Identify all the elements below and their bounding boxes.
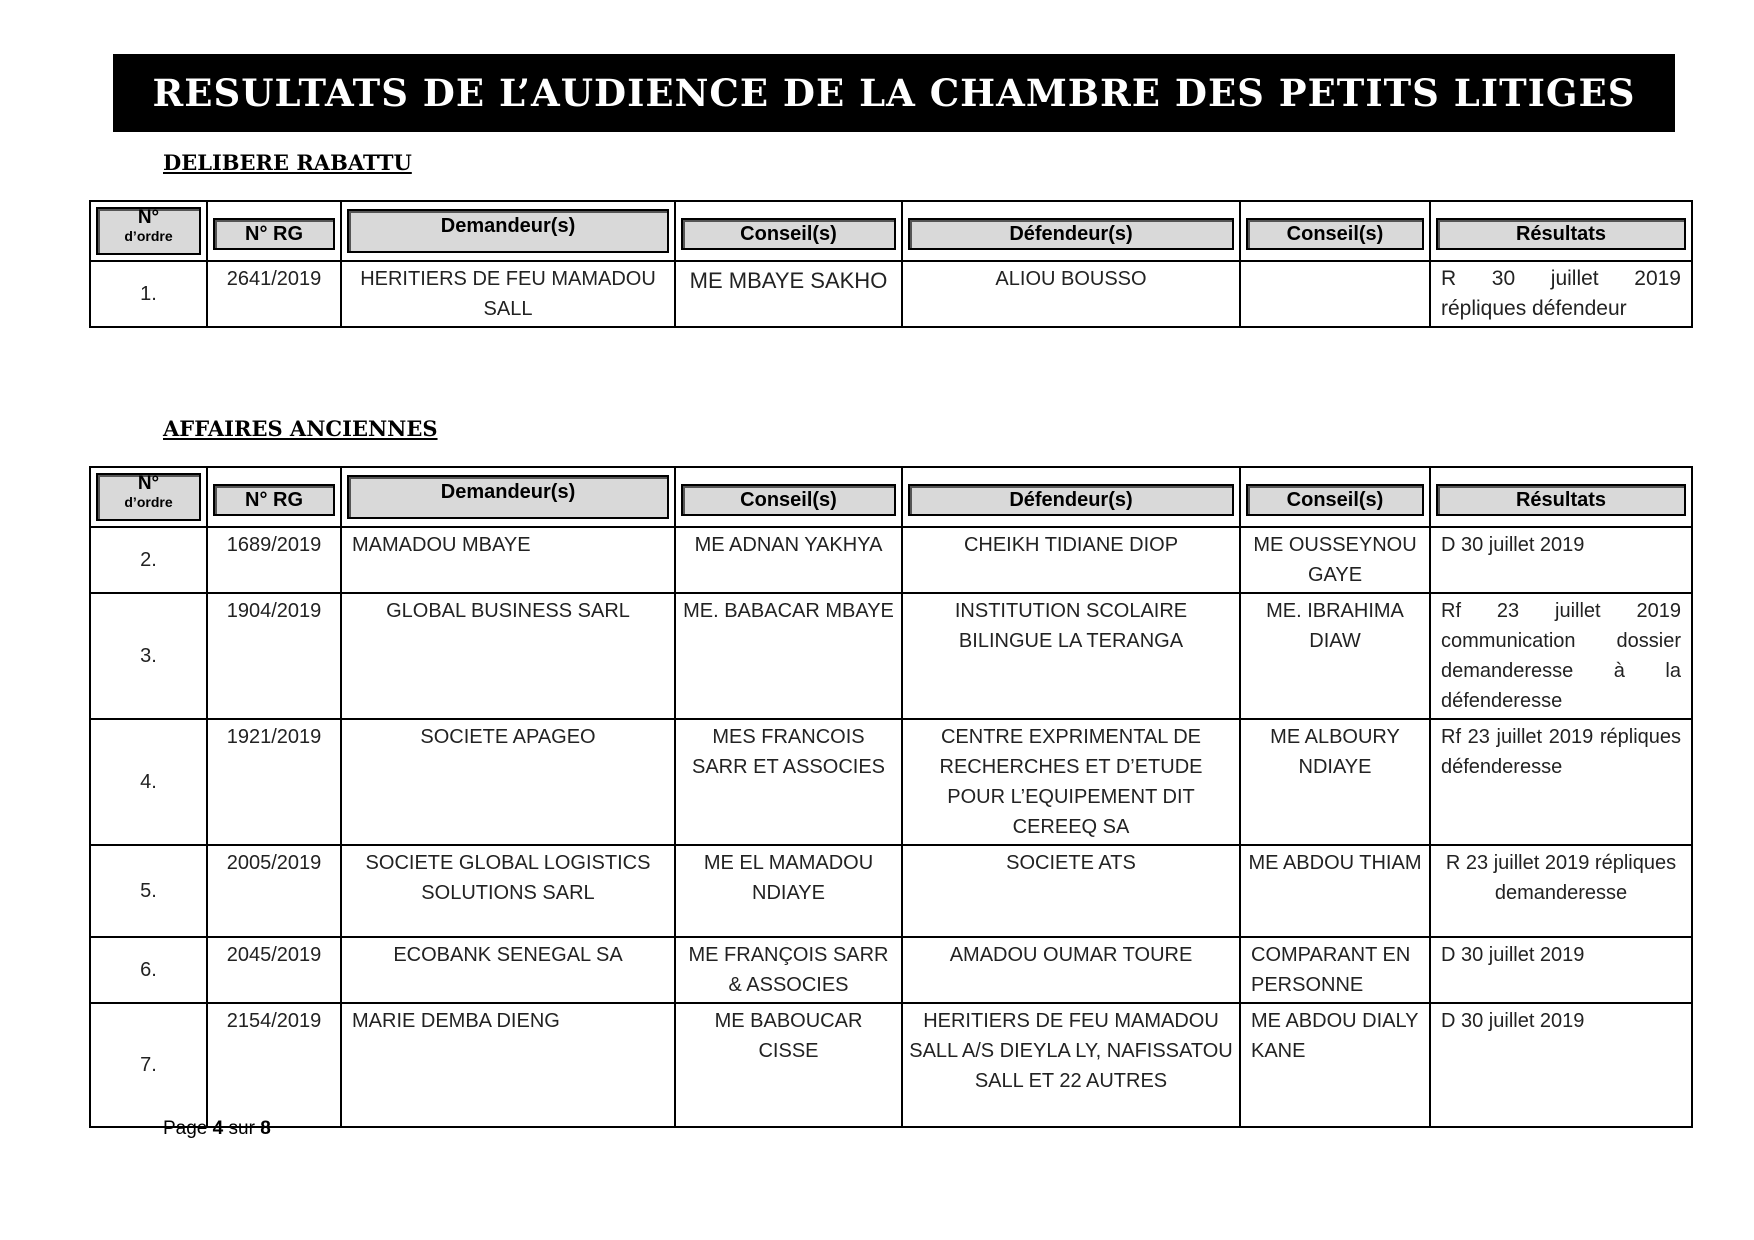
cell-demandeur: SOCIETE APAGEO bbox=[341, 719, 675, 845]
cell-rg: 1904/2019 bbox=[207, 593, 341, 719]
cell-conseil-defendeur bbox=[1240, 261, 1430, 327]
delibere-rabattu-table bbox=[89, 200, 1693, 328]
cell-ordre: 3. bbox=[90, 593, 207, 719]
cell-resultats: R 30 juillet 2019 répliques défendeur bbox=[1430, 261, 1692, 327]
cell-resultats: D 30 juillet 2019 bbox=[1430, 937, 1692, 1003]
cell-conseil-demandeur: ME MBAYE SAKHO bbox=[675, 261, 902, 327]
cell-conseil-defendeur: ME OUSSEYNOU GAYE bbox=[1240, 527, 1430, 593]
cell-ordre: 7. bbox=[90, 1003, 207, 1127]
header-ordre-top: N° bbox=[137, 207, 160, 228]
header-defendeur: Défendeur(s) bbox=[908, 218, 1234, 250]
table-row bbox=[90, 845, 1692, 937]
affaires-anciennes-table bbox=[89, 466, 1693, 1128]
header-conseil-demandeur: Conseil(s) bbox=[681, 484, 896, 516]
cell-demandeur: HERITIERS DE FEU MAMADOU SALL bbox=[341, 261, 675, 327]
cell-ordre: 2. bbox=[90, 527, 207, 593]
header-resultats: Résultats bbox=[1436, 218, 1686, 250]
table-row bbox=[90, 937, 1692, 1003]
cell-conseil-demandeur: ME BABOUCAR CISSE bbox=[675, 1003, 902, 1127]
header-rg: N° RG bbox=[213, 484, 335, 516]
table-row bbox=[90, 261, 1692, 327]
footer-page-label: Page bbox=[163, 1118, 208, 1139]
cell-conseil-defendeur: COMPARANT EN PERSONNE bbox=[1240, 937, 1430, 1003]
cell-demandeur: GLOBAL BUSINESS SARL bbox=[341, 593, 675, 719]
cell-rg: 2045/2019 bbox=[207, 937, 341, 1003]
cell-rg: 1921/2019 bbox=[207, 719, 341, 845]
cell-rg: 1689/2019 bbox=[207, 527, 341, 593]
page-footer bbox=[163, 1118, 271, 1140]
cell-conseil-defendeur: ME ABDOU THIAM bbox=[1240, 845, 1430, 937]
header-ordre-bottom: d’ordre bbox=[124, 494, 173, 510]
cell-resultats: D 30 juillet 2019 bbox=[1430, 527, 1692, 593]
cell-demandeur: MARIE DEMBA DIENG bbox=[341, 1003, 675, 1127]
header-resultats: Résultats bbox=[1436, 484, 1686, 516]
table-header-row bbox=[90, 201, 1692, 261]
cell-conseil-demandeur: ME FRANÇOIS SARR & ASSOCIES bbox=[675, 937, 902, 1003]
header-ordre-cell bbox=[90, 467, 207, 527]
header-conseil-defendeur: Conseil(s) bbox=[1246, 218, 1424, 250]
cell-rg: 2005/2019 bbox=[207, 845, 341, 937]
table-row bbox=[90, 593, 1692, 719]
cell-resultats: D 30 juillet 2019 bbox=[1430, 1003, 1692, 1127]
cell-ordre: 4. bbox=[90, 719, 207, 845]
section-title-delibere-rabattu: DELIBERE RABATTU bbox=[163, 150, 412, 175]
cell-conseil-demandeur: ME. BABACAR MBAYE bbox=[675, 593, 902, 719]
cell-defendeur: SOCIETE ATS bbox=[902, 845, 1240, 937]
header-ordre-bottom: d’ordre bbox=[124, 228, 173, 244]
cell-resultats: Rf 23 juillet 2019 communication dossier demanderesse à la défenderesse bbox=[1430, 593, 1692, 719]
cell-ordre: 1. bbox=[90, 261, 207, 327]
cell-conseil-defendeur: ME. IBRAHIMA DIAW bbox=[1240, 593, 1430, 719]
cell-resultats: Rf 23 juillet 2019 répliques défenderesse bbox=[1430, 719, 1692, 845]
cell-conseil-defendeur: ME ABDOU DIALY KANE bbox=[1240, 1003, 1430, 1127]
header-conseil-demandeur: Conseil(s) bbox=[681, 218, 896, 250]
header-ordre bbox=[96, 473, 201, 521]
cell-resultats: R 23 juillet 2019 répliques demanderesse bbox=[1430, 845, 1692, 937]
footer-page-sep: sur bbox=[228, 1118, 255, 1139]
page-banner-title: RESULTATS DE L’AUDIENCE DE LA CHAMBRE DES PETITS LITIGES bbox=[113, 54, 1675, 132]
header-ordre-top: N° bbox=[137, 473, 160, 494]
section-title-affaires-anciennes: AFFAIRES ANCIENNES bbox=[163, 416, 438, 441]
header-ordre bbox=[96, 207, 201, 255]
cell-defendeur: ALIOU BOUSSO bbox=[902, 261, 1240, 327]
header-demandeur: Demandeur(s) bbox=[347, 475, 669, 519]
table-header-row bbox=[90, 467, 1692, 527]
cell-ordre: 6. bbox=[90, 937, 207, 1003]
cell-defendeur: INSTITUTION SCOLAIRE BILINGUE LA TERANGA bbox=[902, 593, 1240, 719]
cell-rg: 2641/2019 bbox=[207, 261, 341, 327]
table-row bbox=[90, 527, 1692, 593]
header-ordre-cell bbox=[90, 201, 207, 261]
cell-rg: 2154/2019 bbox=[207, 1003, 341, 1127]
cell-defendeur: CENTRE EXPRIMENTAL DE RECHERCHES ET D’ETUDE POUR L’EQUIPEMENT DIT CEREEQ SA bbox=[902, 719, 1240, 845]
cell-defendeur: AMADOU OUMAR TOURE bbox=[902, 937, 1240, 1003]
header-rg: N° RG bbox=[213, 218, 335, 250]
footer-page-current: 4 bbox=[212, 1118, 224, 1139]
cell-conseil-defendeur: ME ALBOURY NDIAYE bbox=[1240, 719, 1430, 845]
cell-defendeur: HERITIERS DE FEU MAMADOU SALL A/S DIEYLA LY, NAFISSATOU SALL ET 22 AUTRES bbox=[902, 1003, 1240, 1127]
cell-demandeur: SOCIETE GLOBAL LOGISTICS SOLUTIONS SARL bbox=[341, 845, 675, 937]
cell-ordre: 5. bbox=[90, 845, 207, 937]
header-conseil-defendeur: Conseil(s) bbox=[1246, 484, 1424, 516]
cell-conseil-demandeur: ME EL MAMADOU NDIAYE bbox=[675, 845, 902, 937]
table-row bbox=[90, 1003, 1692, 1127]
cell-demandeur: MAMADOU MBAYE bbox=[341, 527, 675, 593]
table-row bbox=[90, 719, 1692, 845]
header-demandeur: Demandeur(s) bbox=[347, 209, 669, 253]
header-defendeur: Défendeur(s) bbox=[908, 484, 1234, 516]
cell-conseil-demandeur: MES FRANCOIS SARR ET ASSOCIES bbox=[675, 719, 902, 845]
cell-demandeur: ECOBANK SENEGAL SA bbox=[341, 937, 675, 1003]
footer-page-total: 8 bbox=[260, 1118, 271, 1139]
cell-defendeur: CHEIKH TIDIANE DIOP bbox=[902, 527, 1240, 593]
cell-conseil-demandeur: ME ADNAN YAKHYA bbox=[675, 527, 902, 593]
